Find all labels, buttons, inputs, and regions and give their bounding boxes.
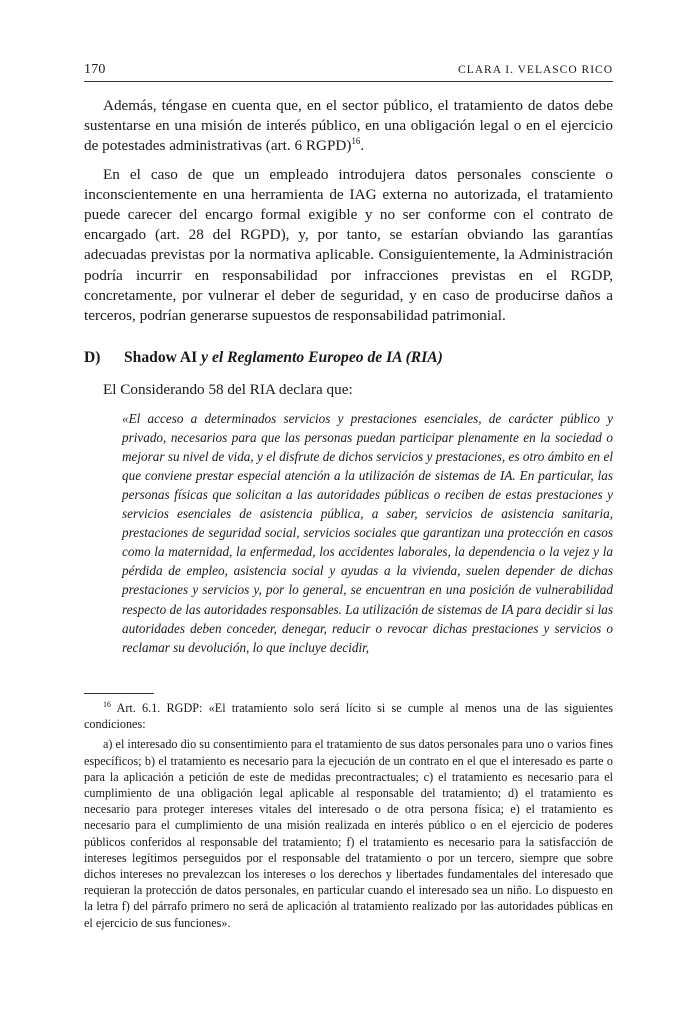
section-title-italic: y el Reglamento Europeo de IA (RIA) xyxy=(197,349,443,367)
footnote-continuation: a) el interesado dio su consentimiento para el tratamiento de sus datos personales para uno o varios fines específicos; b) el tratamiento es necesario para la ejecución de un contrato en el que el interesado es parte o para la aplicación a petición de este de medidas precontractuales; c) el tratamiento es necesario para el cumplimiento de una obligación legal aplicable al responsable del tratamiento; d) el tratamiento es necesario para proteger intereses vitales del interesado o de otra persona física; e) el tratamiento es necesario para el cumplimiento de una misión realizada en interés público o en el ejercicio de poderes públicos conferidos al responsable del tratamiento; f) el tratamiento es necesario para la satisfacción de intereses legítimos perseguidos por el responsable del tratamiento o por un tercero, siempre que sobre dichos intereses no prevalezcan los intereses o los derechos y libertades fundamentales del interesado que requieran la protección de datos personales, en particular cuando el interesado sea un niño. Lo dispuesto en la letra f) del párrafo primero no será de aplicación al tratamiento realizado por las autoridades públicas en el ejercicio de sus funciones». xyxy=(84,737,613,930)
author-name: CLARA I. VELASCO RICO xyxy=(458,64,613,76)
quote-intro: El Considerando 58 del RIA declara que: xyxy=(103,381,353,399)
running-header xyxy=(84,62,613,82)
section-label: D) xyxy=(84,349,101,367)
footnote-reference[interactable]: 16 xyxy=(351,136,361,147)
paragraph: Además, téngase en cuenta que, en el sector público, el tratamiento de datos debe sustentarse en una misión de interés público, en una obligación legal o en el ejercicio de potestades administrativas (art. 6 RGPD)$^{16}$. xyxy=(84,97,613,155)
paragraph: En el caso de que un empleado introdujera datos personales consciente o inconscientemente en una herramienta de IAG externa no autorizada, el tratamiento puede carecer del encargo formal exigible y no ser conforme con el contrato de encargado (art. 28 del RGPD), y, por tanto, se estarían obviando las garantías adecuadas previstas por la normativa aplicable. Consiguientemente, la Administración podría incurrir en responsabilidad por infracciones previstas en el RGDP, concretamente, por vulnerar el deber de seguridad, y en caso de producirse daños a terceros, podrían generarse supuestos de responsabilidad patrimonial. xyxy=(84,165,613,325)
footnote xyxy=(84,700,613,732)
footnote-text: Art. 6.1. RGDP: «El tratamiento solo será lícito si se cumple al menos una de las siguientes condiciones: xyxy=(84,701,613,732)
footnote-number: 16 xyxy=(103,699,111,709)
page-number: 170 xyxy=(84,62,106,77)
paragraph-text: Además, téngase en cuenta que, en el sector público, el tratamiento de datos debe sustentarse en una misión de interés público, en una obligación legal o en el ejercicio de potestades administrativas (art. 6 RGPD) xyxy=(84,97,613,155)
main-text xyxy=(84,96,613,657)
section-heading xyxy=(84,348,613,368)
block-quote: «El acceso a determinados servicios y prestaciones esenciales, de carácter público y privado, necesarios para que las personas puedan participar plenamente en la sociedad o mejorar su nivel de vida, y el disfrute de dichos servicios y prestaciones, es otro ámbito en el que conviene prestar especial atención a la utilización de sistemas de IA. En particular, las personas físicas que solicitan a las autoridades públicas o reciben de estas prestaciones y servicios esenciales de asistencia pública, a saber, servicios de asistencia sanitaria, prestaciones de seguridad social, servicios sociales que garantizan una protección en casos como la maternidad, la enfermedad, los accidentes laborales, la dependencia o la vejez y la pérdida de empleo, asistencia social y ayudas a la vivienda, suelen depender de dichas prestaciones y servicios y, por lo general, se encuentran en una posición de vulnerabilidad respecto de las autoridades responsables. La utilización de sistemas de IA para decidir si las autoridades deben conceder, denegar, reducir o revocar dichas prestaciones y servicios o reclamar su devolución, lo que incluye decidir, xyxy=(122,410,613,655)
footnotes xyxy=(84,700,613,935)
section-title xyxy=(124,348,443,368)
footnote-divider xyxy=(84,693,154,694)
section-title-plain: Shadow AI xyxy=(124,349,198,367)
